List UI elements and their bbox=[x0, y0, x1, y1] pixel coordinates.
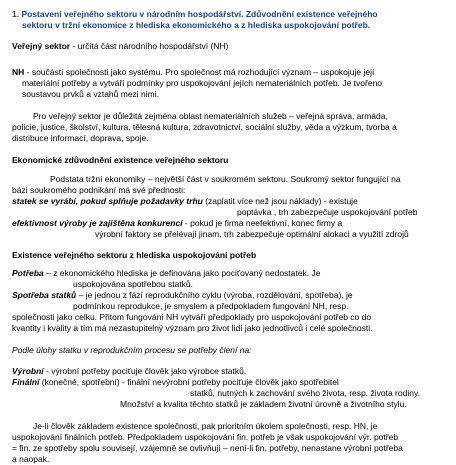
section-heading-needs: Existence veřejného sektoru z hlediska uspokojování potřeb bbox=[12, 250, 257, 260]
nh-line-3: soustavou prvků a vztahů mezi nimi. bbox=[22, 89, 160, 99]
roles-finalni-line-3: Množství a kvalita těchto statků je základem životní úrovně a životního stylu. bbox=[120, 399, 407, 409]
spotreba-line-3: společnosti jako celku. Přitom fungování NH vytváří předpoklady pro uspokojování potřeb co do bbox=[12, 312, 372, 322]
nh-term: NH bbox=[12, 67, 25, 77]
vs-para-line-1: Pro veřejný sektor je důležitá zejména oblast nemateriálních služeb – veřejná správa, armáda, bbox=[33, 111, 388, 121]
roles-vyrobni: Výrobní - výrobní potřeby pociťuje člověk jako výrobce statků. bbox=[12, 366, 247, 376]
definition-text: - určitá část národního hospodářství (NH) bbox=[70, 41, 229, 51]
strength-1-bold: statek se vyrábí, pokud splňuje požadavky trhu bbox=[12, 196, 203, 206]
final-para-line-4: a naopak. bbox=[12, 454, 50, 464]
spotreba-line-1: Spotřeba statků – je jednou z fází reprodukčního cyklu (výroba, rozdělování, spotřeba), je bbox=[12, 290, 353, 300]
econ-line-2: bázi soukromého podnikání má své přednosti: bbox=[12, 185, 186, 195]
roles-intro: Podle úlohy statku v reprodukčním procesu se potřeby člení na: bbox=[12, 345, 252, 355]
econ-strength-2-line-2: výrobní faktory se přelévají jinam, trh zabezpečuje optimální alokaci a využití zdrojů bbox=[95, 229, 409, 239]
econ-strength-1-line-2: poptávka , trh zabezpečuje uspokojování potřeb bbox=[237, 207, 418, 217]
final-para-line-3: = fin. ze spotřeby spolu souvisejí, vzájemně se ovlivňují – není-li fin. potřeby, nenastane výrobní potřeba bbox=[12, 443, 403, 453]
title-line-1: 1. Postavení veřejného sektoru v národním hospodářství. Zdůvodnění existence veřejného bbox=[12, 9, 378, 19]
roles-finalni-line-2: statků, nutných k zachování svého života, resp. života rodiny. bbox=[190, 388, 420, 398]
definition-public-sector bbox=[12, 41, 228, 52]
spotreba-line-2: podmínkou reprodukce, je smyslem a předpokladem fungování NH, resp. bbox=[73, 301, 349, 311]
nh-line-2: materiální potřeby a vytváří podmínky pro uspokojování jejích nemateriálních potřeb. Je tvořeno bbox=[22, 78, 383, 88]
spotreba-line-4: kvantity i kvality a tím má nezastupitelný význam pro život lidí jako jednotlivců i celé společnosti. bbox=[12, 323, 373, 333]
final-para-line-2: uspokojování finálních potřeb. Předpokladem uspokojování fin. potřeb je však uspokojování výr. potřeb bbox=[12, 432, 399, 442]
potreba-term: Potřeba bbox=[12, 268, 44, 278]
econ-strength-2: efektivnost výroby je zajištěna konkurencí - pokud je firma neefektivní, konec firmy a bbox=[12, 218, 343, 228]
vs-para-line-2: policie, justice, školství, kultura, tělesná kultura, zdravotnictví, sociální služby, věda a výzkum, tvorba a bbox=[12, 122, 397, 132]
potreba-line-2: uspokojována spotřebou statků. bbox=[73, 279, 194, 289]
title-line-2: sektoru v tržní ekonomice z hlediska ekonomického a z hlediska uspokojování potřeb. bbox=[22, 20, 371, 30]
econ-line-1: Podstata tržní ekonomiky – největší část v soukromém sektoru. Soukromý sektor fungující na bbox=[50, 174, 401, 184]
vs-para-line-3: distribuce informací, doprava, spoje. bbox=[12, 133, 149, 143]
finalni-term: Finální bbox=[12, 377, 40, 387]
nh-line-1: NH - součástí společnosti jako systému. Pro společnost má rozhodující význam – uspokojuje její bbox=[12, 67, 375, 77]
definition-term: Veřejný sektor bbox=[12, 41, 71, 51]
vyrobni-term: Výrobní bbox=[12, 366, 44, 376]
final-para-line-1: Je-li člověk základem existence společnosti, pak prioritním úkolem společnosti, resp. HN, je bbox=[33, 421, 378, 431]
econ-strength-1: statek se vyrábí, pokud splňuje požadavky trhu (zaplatit více než jsou náklady) - existuje bbox=[12, 196, 358, 206]
potreba-line-1: Potřeba – z ekonomického hlediska je definována jako pociťovaný nedostatek. Je bbox=[12, 268, 321, 278]
strength-2-bold: efektivnost výroby je zajištěna konkurencí bbox=[12, 218, 183, 228]
roles-finalni-line-1: Finální (konečné, spotřební) - finální nevýrobní potřeby pociťuje člověk jako spotřebitel bbox=[12, 377, 339, 387]
spotreba-term: Spotřeba statků bbox=[12, 290, 77, 300]
section-heading-economic: Ekonomické zdůvodnění existence veřejného sektoru bbox=[12, 155, 229, 165]
